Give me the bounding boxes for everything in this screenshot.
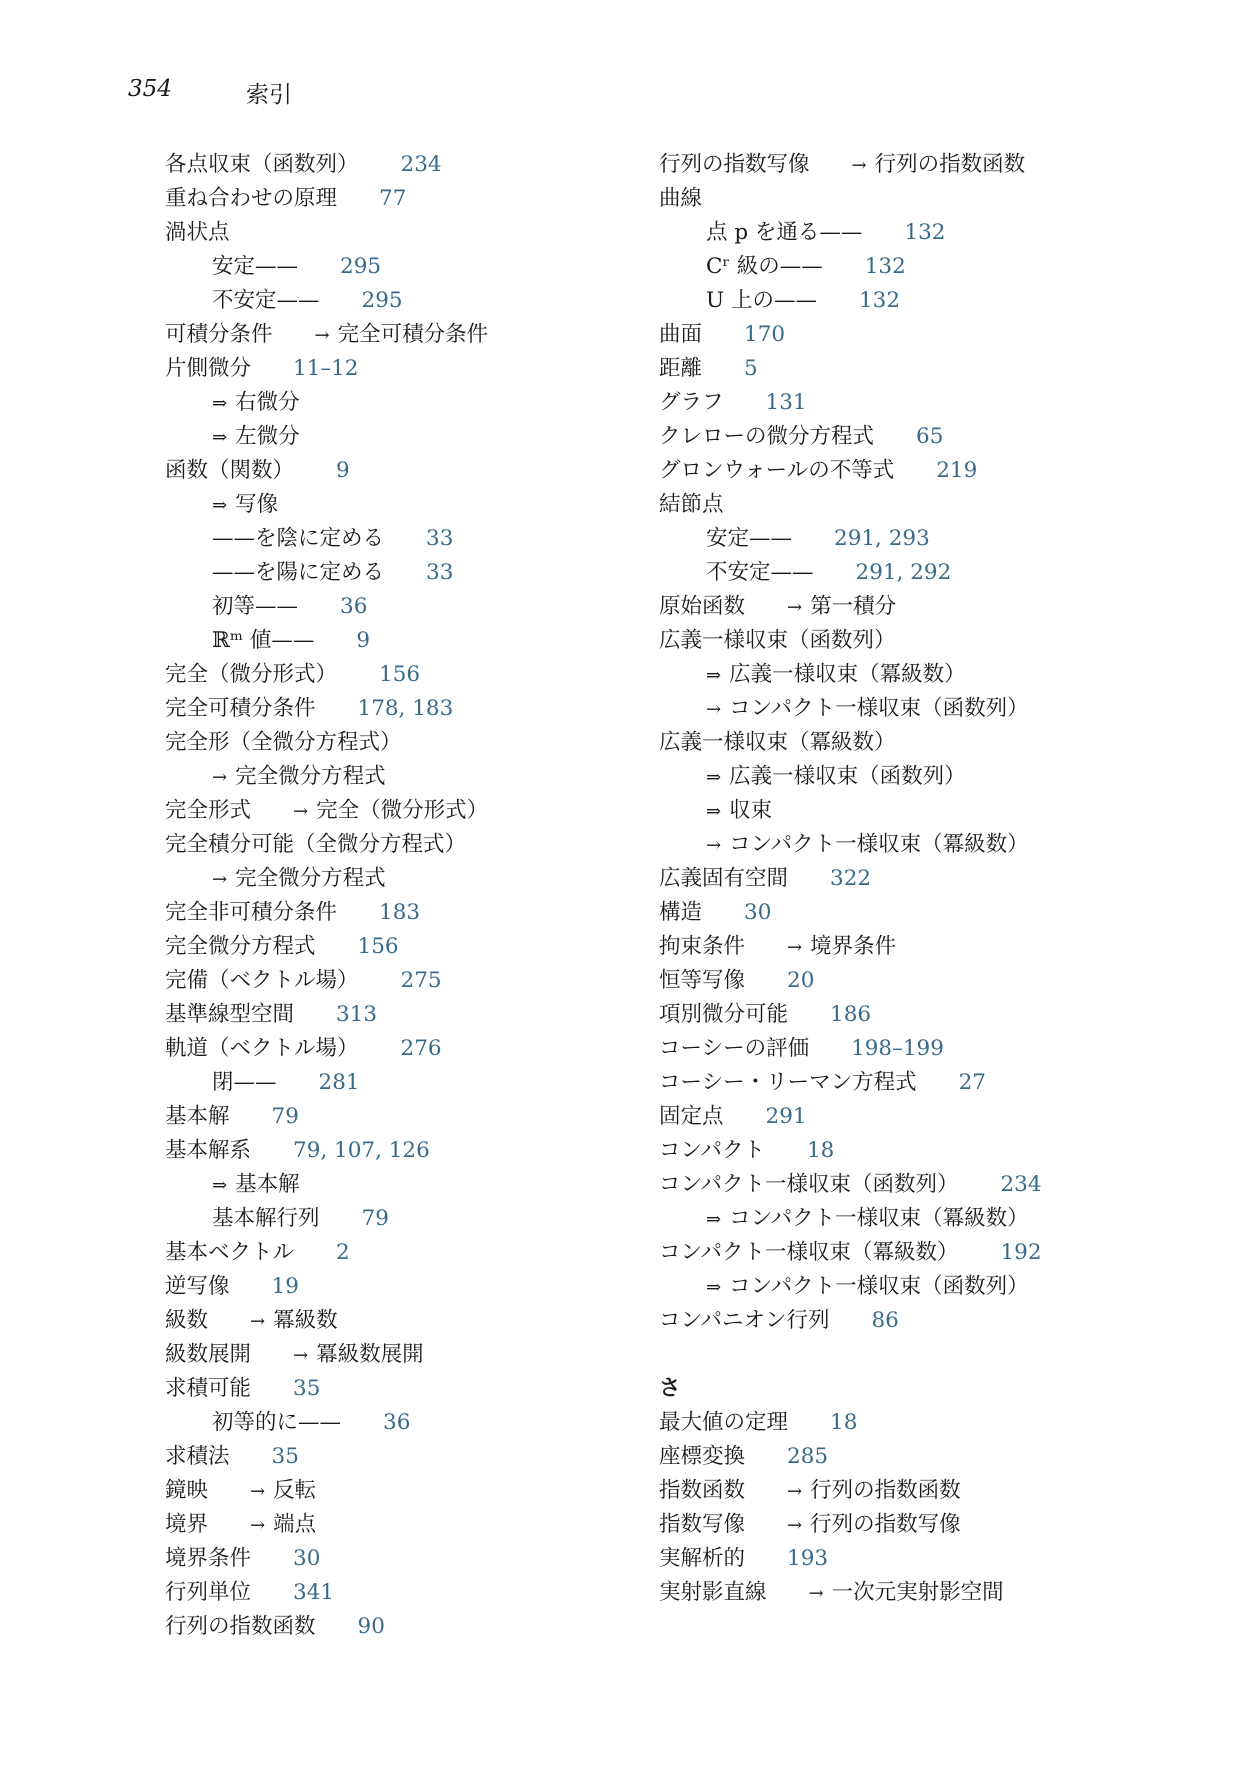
index-entry [659, 1100, 1199, 1134]
index-entry [659, 692, 1199, 726]
index-term: 原始函数 [659, 594, 746, 619]
see-arrow-icon: → [706, 835, 722, 856]
index-term: コンパクト一様収束（函数列） [659, 1172, 959, 1197]
implies-arrow-icon: ⇒ [212, 495, 228, 516]
page-reference: 313 [336, 1002, 378, 1027]
index-term: 境界条件 [165, 1546, 252, 1571]
index-term: 指数写像 [659, 1512, 746, 1537]
see-target: 境界条件 [810, 934, 897, 959]
see-reference [787, 934, 896, 959]
page-reference: 234 [400, 152, 442, 177]
index-entry [165, 624, 645, 658]
index-entry [165, 930, 645, 964]
index-term: 結節点 [659, 492, 724, 517]
index-entry [165, 1542, 645, 1576]
index-entry [165, 454, 645, 488]
see-target: 完全（微分形式） [316, 798, 489, 823]
page-reference: 19 [271, 1274, 299, 1299]
index-entry [659, 454, 1199, 488]
page-reference: 11–12 [293, 356, 359, 381]
index-entry [165, 1100, 645, 1134]
page-reference: 20 [787, 968, 815, 993]
page-reference: 341 [293, 1580, 335, 1605]
index-entry [659, 1236, 1199, 1270]
implies-arrow-icon: ⇒ [212, 427, 228, 448]
page-reference: 275 [400, 968, 442, 993]
see-reference [852, 152, 1026, 177]
index-term: 重ね合わせの原理 [165, 186, 338, 211]
see-reference [250, 1512, 316, 1537]
index-entry [659, 216, 1199, 250]
see-arrow-icon: → [787, 1481, 803, 1502]
index-term: 求積法 [165, 1444, 230, 1469]
index-entry [659, 726, 1199, 760]
see-arrow-icon: → [250, 1311, 266, 1332]
index-term: 境界 [165, 1512, 209, 1537]
page-reference: 170 [744, 322, 786, 347]
index-term: 完備（ベクトル場） [165, 968, 359, 993]
page-reference: 219 [936, 458, 978, 483]
index-term: 各点収束（函数列） [165, 152, 359, 177]
page-reference: 90 [357, 1614, 385, 1639]
see-arrow-icon: → [787, 937, 803, 958]
index-term: 渦状点 [165, 220, 230, 245]
index-term: コーシーの評価 [659, 1036, 810, 1061]
index-term: 座標変換 [659, 1444, 746, 1469]
index-term: 基本ベクトル [165, 1240, 295, 1265]
index-entry [659, 522, 1199, 556]
index-entry [165, 352, 645, 386]
see-target: 完全可積分条件 [337, 322, 489, 347]
index-entry [659, 1440, 1199, 1474]
index-term: 基準線型空間 [165, 1002, 295, 1027]
see-target: 行列の指数函数 [874, 152, 1026, 177]
index-term: 級数 [165, 1308, 209, 1333]
see-reference [787, 1478, 961, 1503]
see-arrow-icon: → [314, 325, 330, 346]
implies-arrow-icon: ⇒ [706, 1277, 722, 1298]
page-reference: 30 [293, 1546, 321, 1571]
index-entry [659, 760, 1199, 794]
index-entry [165, 556, 645, 590]
index-entry [659, 1270, 1199, 1304]
index-term: 左微分 [235, 424, 300, 449]
index-term: 右微分 [235, 390, 300, 415]
see-target: 冪級数展開 [316, 1342, 424, 1367]
index-entry [659, 1168, 1199, 1202]
page-reference: 5 [744, 356, 758, 381]
page-reference: 183 [379, 900, 421, 925]
index-entry [659, 148, 1199, 182]
index-entry [659, 1202, 1199, 1236]
index-entry [165, 998, 645, 1032]
index-entry [165, 1372, 645, 1406]
index-term: 安定—— [212, 254, 299, 279]
implies-arrow-icon: ⇒ [706, 801, 722, 822]
see-target: 第一積分 [810, 594, 897, 619]
index-term: コンパクト一様収束（冪級数） [729, 1206, 1029, 1231]
index-term: ——を陰に定める [212, 526, 385, 551]
index-term: 広義固有空間 [659, 866, 789, 891]
index-term: 完全形（全微分方程式） [165, 730, 402, 755]
index-term: 安定—— [706, 526, 793, 551]
index-entry [659, 1576, 1199, 1610]
index-entry [165, 1134, 645, 1168]
index-term: 不安定—— [706, 560, 814, 585]
index-entry [659, 1304, 1199, 1338]
index-entry [165, 1440, 645, 1474]
page-reference: 192 [1000, 1240, 1042, 1265]
page-reference: 131 [765, 390, 807, 415]
index-term: 可積分条件 [165, 322, 273, 347]
index-column-left [165, 148, 645, 1644]
index-entry [165, 1202, 645, 1236]
page-reference: 30 [744, 900, 772, 925]
index-entry [165, 794, 645, 828]
index-term: 完全形式 [165, 798, 252, 823]
see-reference [787, 1512, 961, 1537]
index-entry [659, 1066, 1199, 1100]
page-number: 354 [128, 76, 172, 102]
see-arrow-icon: → [808, 1583, 824, 1604]
see-reference [787, 594, 896, 619]
implies-arrow-icon: ⇒ [212, 1175, 228, 1196]
index-term: 鏡映 [165, 1478, 209, 1503]
index-term: 初等的に—— [212, 1410, 342, 1435]
index-entry [165, 760, 645, 794]
index-entry [659, 318, 1199, 352]
index-term: 基本解系 [165, 1138, 252, 1163]
index-entry [165, 522, 645, 556]
index-entry [659, 998, 1199, 1032]
see-arrow-icon: → [293, 1345, 309, 1366]
index-entry [165, 1508, 645, 1542]
index-entry [659, 964, 1199, 998]
page-reference: 295 [361, 288, 403, 313]
index-term: コンパクト一様収束（冪級数） [729, 832, 1029, 857]
index-entry [659, 658, 1199, 692]
index-entry [165, 1338, 645, 1372]
index-term: 構造 [659, 900, 703, 925]
index-term: 基本解行列 [212, 1206, 320, 1231]
index-term: 恒等写像 [659, 968, 746, 993]
index-term: 広義一様収束（冪級数） [729, 662, 966, 687]
index-term: 実射影直線 [659, 1580, 767, 1605]
index-entry [165, 896, 645, 930]
index-entry [165, 250, 645, 284]
index-entry [659, 1508, 1199, 1542]
see-reference [293, 1342, 424, 1367]
index-term: U 上の—— [706, 288, 817, 313]
page-reference: 186 [830, 1002, 872, 1027]
page-reference: 2 [336, 1240, 350, 1265]
index-term: 閉—— [212, 1070, 277, 1095]
page-reference: 65 [916, 424, 944, 449]
implies-arrow-icon: ⇒ [212, 393, 228, 414]
implies-arrow-icon: ⇒ [706, 665, 722, 686]
index-term: 行列の指数写像 [659, 152, 810, 177]
index-entry [659, 182, 1199, 216]
see-target: 端点 [273, 1512, 317, 1537]
index-entry [165, 1066, 645, 1100]
index-entry [659, 1474, 1199, 1508]
index-term: 完全可積分条件 [165, 696, 316, 721]
index-entry [659, 590, 1199, 624]
index-entry [659, 420, 1199, 454]
index-term: 距離 [659, 356, 703, 381]
index-term: 級数展開 [165, 1342, 252, 1367]
see-arrow-icon: → [851, 155, 867, 176]
page-reference: 33 [426, 526, 454, 551]
page-reference: 35 [271, 1444, 299, 1469]
page-reference: 291, 293 [834, 526, 930, 551]
see-reference [250, 1478, 316, 1503]
see-arrow-icon: → [787, 1515, 803, 1536]
page-reference: 36 [383, 1410, 411, 1435]
page-reference: 156 [379, 662, 421, 687]
index-entry [165, 216, 645, 250]
page-reference: 132 [904, 220, 946, 245]
index-entry [165, 1406, 645, 1440]
index-term: 曲面 [659, 322, 703, 347]
implies-arrow-icon: ⇒ [706, 1209, 722, 1230]
index-term: 行列単位 [165, 1580, 252, 1605]
page-reference: 79 [361, 1206, 389, 1231]
index-term: 行列の指数函数 [165, 1614, 316, 1639]
index-entry [165, 726, 645, 760]
index-term: Cʳ 級の—— [706, 254, 823, 279]
index-entry [165, 862, 645, 896]
index-term: コンパニオン行列 [659, 1308, 830, 1333]
page-title: 索引 [246, 82, 292, 108]
index-entry [659, 352, 1199, 386]
page-reference: 9 [356, 628, 371, 653]
index-term: 求積可能 [165, 1376, 252, 1401]
index-term: 曲線 [659, 186, 703, 211]
index-term: 固定点 [659, 1104, 724, 1129]
index-term: コーシー・リーマン方程式 [659, 1070, 917, 1095]
index-term: コンパクト一様収束（函数列） [729, 1274, 1029, 1299]
index-term: 軌道（ベクトル場） [165, 1036, 359, 1061]
index-entry [659, 284, 1199, 318]
index-entry [165, 590, 645, 624]
index-term: 収束 [729, 798, 773, 823]
index-entry [165, 1610, 645, 1644]
index-entry [165, 386, 645, 420]
page-reference: 86 [871, 1308, 899, 1333]
index-term: ℝᵐ 値—— [212, 628, 315, 653]
index-entry [165, 1304, 645, 1338]
index-term: 実解析的 [659, 1546, 746, 1571]
index-term: 不安定—— [212, 288, 320, 313]
section-heading: さ [659, 1376, 681, 1401]
see-arrow-icon: → [250, 1481, 266, 1502]
implies-arrow-icon: ⇒ [706, 767, 722, 788]
index-term: 広義一様収束（函数列） [729, 764, 966, 789]
index-entry [659, 794, 1199, 828]
index-entry [659, 930, 1199, 964]
index-entry [659, 1406, 1199, 1440]
index-column-right [659, 148, 1199, 1610]
index-entry [659, 862, 1199, 896]
index-term: コンパクト [659, 1138, 765, 1163]
see-target: 行列の指数写像 [810, 1512, 961, 1537]
index-entry [165, 1168, 645, 1202]
index-entry [659, 386, 1199, 420]
index-term: グロンウォールの不等式 [659, 458, 895, 483]
page-reference: 79, 107, 126 [293, 1138, 430, 1163]
page-reference: 132 [858, 288, 901, 313]
see-arrow-icon: → [212, 869, 228, 890]
index-entry [165, 658, 645, 692]
page-reference: 193 [787, 1546, 829, 1571]
index-entry [165, 964, 645, 998]
see-arrow-icon: → [212, 767, 228, 788]
index-term: 片側微分 [165, 356, 252, 381]
index-entry [165, 1270, 645, 1304]
see-reference [809, 1580, 1004, 1605]
index-term: 基本解 [165, 1104, 230, 1129]
index-entry [165, 318, 645, 352]
see-arrow-icon: → [293, 801, 309, 822]
index-entry [165, 420, 645, 454]
index-term: 完全非可積分条件 [165, 900, 338, 925]
index-term: 拘束条件 [659, 934, 746, 959]
index-entry [659, 1542, 1199, 1576]
see-reference [293, 798, 488, 823]
index-term: 初等—— [212, 594, 299, 619]
index-term: 完全（微分形式） [165, 662, 338, 687]
page-reference: 322 [830, 866, 872, 891]
page-reference: 156 [357, 934, 399, 959]
index-entry [165, 1236, 645, 1270]
page-reference: 18 [807, 1138, 835, 1163]
page-reference: 33 [426, 560, 454, 585]
index-term: 写像 [235, 492, 279, 517]
page-reference: 18 [830, 1410, 858, 1435]
index-term: 完全積分可能（全微分方程式） [165, 832, 467, 857]
see-arrow-icon: → [787, 597, 803, 618]
see-target: 行列の指数函数 [810, 1478, 961, 1503]
page-reference: 295 [340, 254, 382, 279]
page-reference: 79 [271, 1104, 299, 1129]
index-entry [659, 1032, 1199, 1066]
index-term: コンパクト一様収束（冪級数） [659, 1240, 959, 1265]
index-term: 指数函数 [659, 1478, 746, 1503]
page-reference: 27 [958, 1070, 986, 1095]
index-entry [659, 556, 1199, 590]
page-reference: 285 [787, 1444, 829, 1469]
index-entry [165, 182, 645, 216]
index-term: 逆写像 [165, 1274, 230, 1299]
blank-line [659, 1338, 1199, 1372]
index-term: 項別微分可能 [659, 1002, 789, 1027]
see-target: 一次元実射影空間 [831, 1580, 1004, 1605]
index-entry [165, 692, 645, 726]
index-term: 函数（関数） [165, 458, 295, 483]
index-term: 完全微分方程式 [235, 866, 386, 891]
index-entry [659, 624, 1199, 658]
see-reference [315, 322, 489, 347]
index-entry [659, 896, 1199, 930]
index-entry [165, 148, 645, 182]
index-term: グラフ [659, 390, 724, 415]
see-target: 冪級数 [273, 1308, 338, 1333]
index-entry [165, 1474, 645, 1508]
index-entry [165, 1576, 645, 1610]
index-entry [165, 828, 645, 862]
see-arrow-icon: → [706, 699, 722, 720]
index-term: 広義一様収束（函数列） [659, 628, 896, 653]
index-term: 広義一様収束（冪級数） [659, 730, 896, 755]
see-reference [250, 1308, 338, 1333]
index-term: 点 p を通る—— [706, 220, 863, 245]
index-term: 最大値の定理 [659, 1410, 789, 1435]
index-term: 基本解 [235, 1172, 300, 1197]
index-entry [165, 1032, 645, 1066]
page-reference: 77 [379, 186, 407, 211]
page-reference: 276 [400, 1036, 442, 1061]
index-entry [165, 284, 645, 318]
index-entry [659, 1134, 1199, 1168]
page-reference: 132 [864, 254, 906, 279]
index-term: ——を陽に定める [212, 560, 385, 585]
see-target: 反転 [273, 1478, 317, 1503]
index-term: クレローの微分方程式 [659, 424, 875, 449]
index-entry [659, 488, 1199, 522]
page-reference: 281 [318, 1070, 360, 1095]
page-reference: 36 [340, 594, 368, 619]
index-term: 完全微分方程式 [165, 934, 316, 959]
page-reference: 198–199 [851, 1036, 944, 1061]
page-reference: 35 [293, 1376, 321, 1401]
index-term: コンパクト一様収束（函数列） [729, 696, 1029, 721]
index-term: 完全微分方程式 [235, 764, 386, 789]
see-arrow-icon: → [250, 1515, 266, 1536]
index-entry [659, 828, 1199, 862]
page-reference: 291 [765, 1104, 807, 1129]
page-reference: 178, 183 [357, 696, 454, 721]
page-reference: 9 [336, 458, 350, 483]
page-reference: 291, 292 [855, 560, 952, 585]
index-entry [659, 250, 1199, 284]
index-entry [165, 488, 645, 522]
page-reference: 234 [1000, 1172, 1042, 1197]
